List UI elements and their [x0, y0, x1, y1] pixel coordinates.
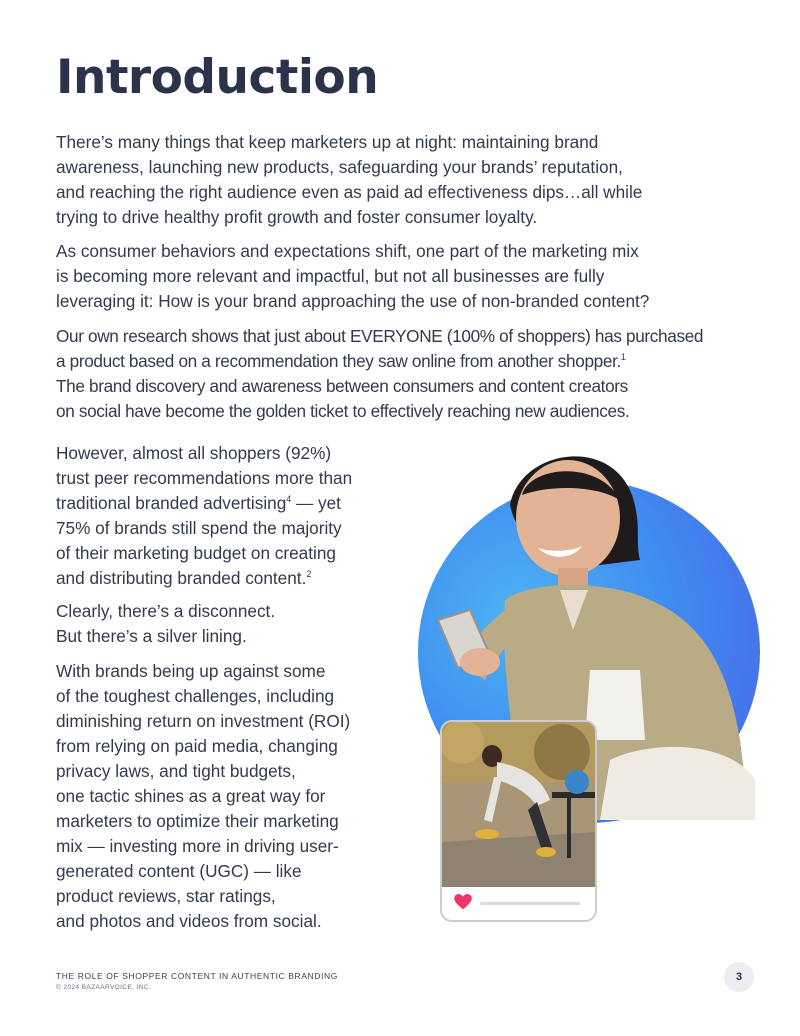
- text-line: But there’s a silver lining.: [56, 626, 247, 646]
- text-line: Our own research shows that just about EVERYONE (100% of shoppers) has purchased: [56, 326, 704, 346]
- text-line: product reviews, star ratings,: [56, 886, 276, 906]
- text-segment: a product based on a recommendation they saw online from another shopper.: [56, 351, 621, 371]
- text-line: mix — investing more in driving user-: [56, 836, 339, 856]
- text-line: leveraging it: How is your brand approaching the use of non-branded content?: [56, 291, 650, 311]
- text-line: There’s many things that keep marketers up at night: maintaining brand: [56, 132, 599, 152]
- text-line: The brand discovery and awareness between consumers and content creators: [56, 376, 628, 396]
- text-line: generated content (UGC) — like: [56, 861, 302, 881]
- text-line: on social have become the golden ticket to effectively reaching new audiences.: [56, 401, 630, 421]
- runner-photo: [442, 722, 595, 887]
- footer-copyright: © 2024 BAZAARVOICE, INC.: [56, 984, 152, 991]
- text-line: Clearly, there’s a disconnect.: [56, 601, 276, 621]
- footnote-ref: 4: [286, 494, 292, 504]
- intro-paragraph-2: [56, 239, 649, 314]
- text-line: diminishing return on investment (ROI): [56, 711, 351, 731]
- text-line: As consumer behaviors and expectations shift, one part of the marketing mix: [56, 241, 639, 261]
- intro-paragraph-1: [56, 130, 642, 230]
- text-line: of their marketing budget on creating: [56, 543, 336, 563]
- footnote-ref: 2: [306, 569, 312, 579]
- page-number: 3: [724, 962, 754, 992]
- text-line: 75% of brands still spend the majority: [56, 518, 342, 538]
- ugc-paragraph: [56, 659, 350, 934]
- text-line: from relying on paid media, changing: [56, 736, 338, 756]
- text-line: trying to drive healthy profit growth and foster consumer loyalty.: [56, 207, 538, 227]
- text-line: one tactic shines as a great way for: [56, 786, 326, 806]
- footer-title: THE ROLE OF SHOPPER CONTENT IN AUTHENTIC BRANDING: [56, 971, 338, 981]
- text-line: [56, 349, 703, 374]
- text-line: awareness, launching new products, safeguarding your brands’ reputation,: [56, 157, 623, 177]
- text-line: However, almost all shoppers (92%): [56, 443, 332, 463]
- page-footer: [56, 971, 338, 991]
- text-line: [56, 566, 352, 591]
- text-line: trust peer recommendations more than: [56, 468, 353, 488]
- ugc-photo-card: [440, 720, 597, 922]
- text-line: [56, 491, 352, 516]
- disconnect-paragraph: [56, 599, 275, 649]
- text-segment: and distributing branded content.: [56, 568, 307, 588]
- research-paragraph: [56, 324, 703, 424]
- text-line: marketers to optimize their marketing: [56, 811, 339, 831]
- text-segment: — yet: [291, 493, 341, 513]
- text-line: and reaching the right audience even as paid ad effectiveness dips…all while: [56, 182, 643, 202]
- text-line: privacy laws, and tight budgets,: [56, 761, 296, 781]
- hero-illustration: [410, 440, 770, 930]
- text-line: With brands being up against some: [56, 661, 326, 681]
- text-line: is becoming more relevant and impactful, but not all businesses are fully: [56, 266, 605, 286]
- statistics-paragraph: [56, 441, 352, 591]
- text-segment: traditional branded advertising: [56, 493, 287, 513]
- text-line: of the toughest challenges, including: [56, 686, 335, 706]
- text-line: and photos and videos from social.: [56, 911, 322, 931]
- page-title: Introduction: [56, 50, 379, 105]
- footnote-ref: 1: [620, 352, 626, 362]
- heart-icon[interactable]: [454, 894, 472, 910]
- like-count-bar: [480, 902, 580, 905]
